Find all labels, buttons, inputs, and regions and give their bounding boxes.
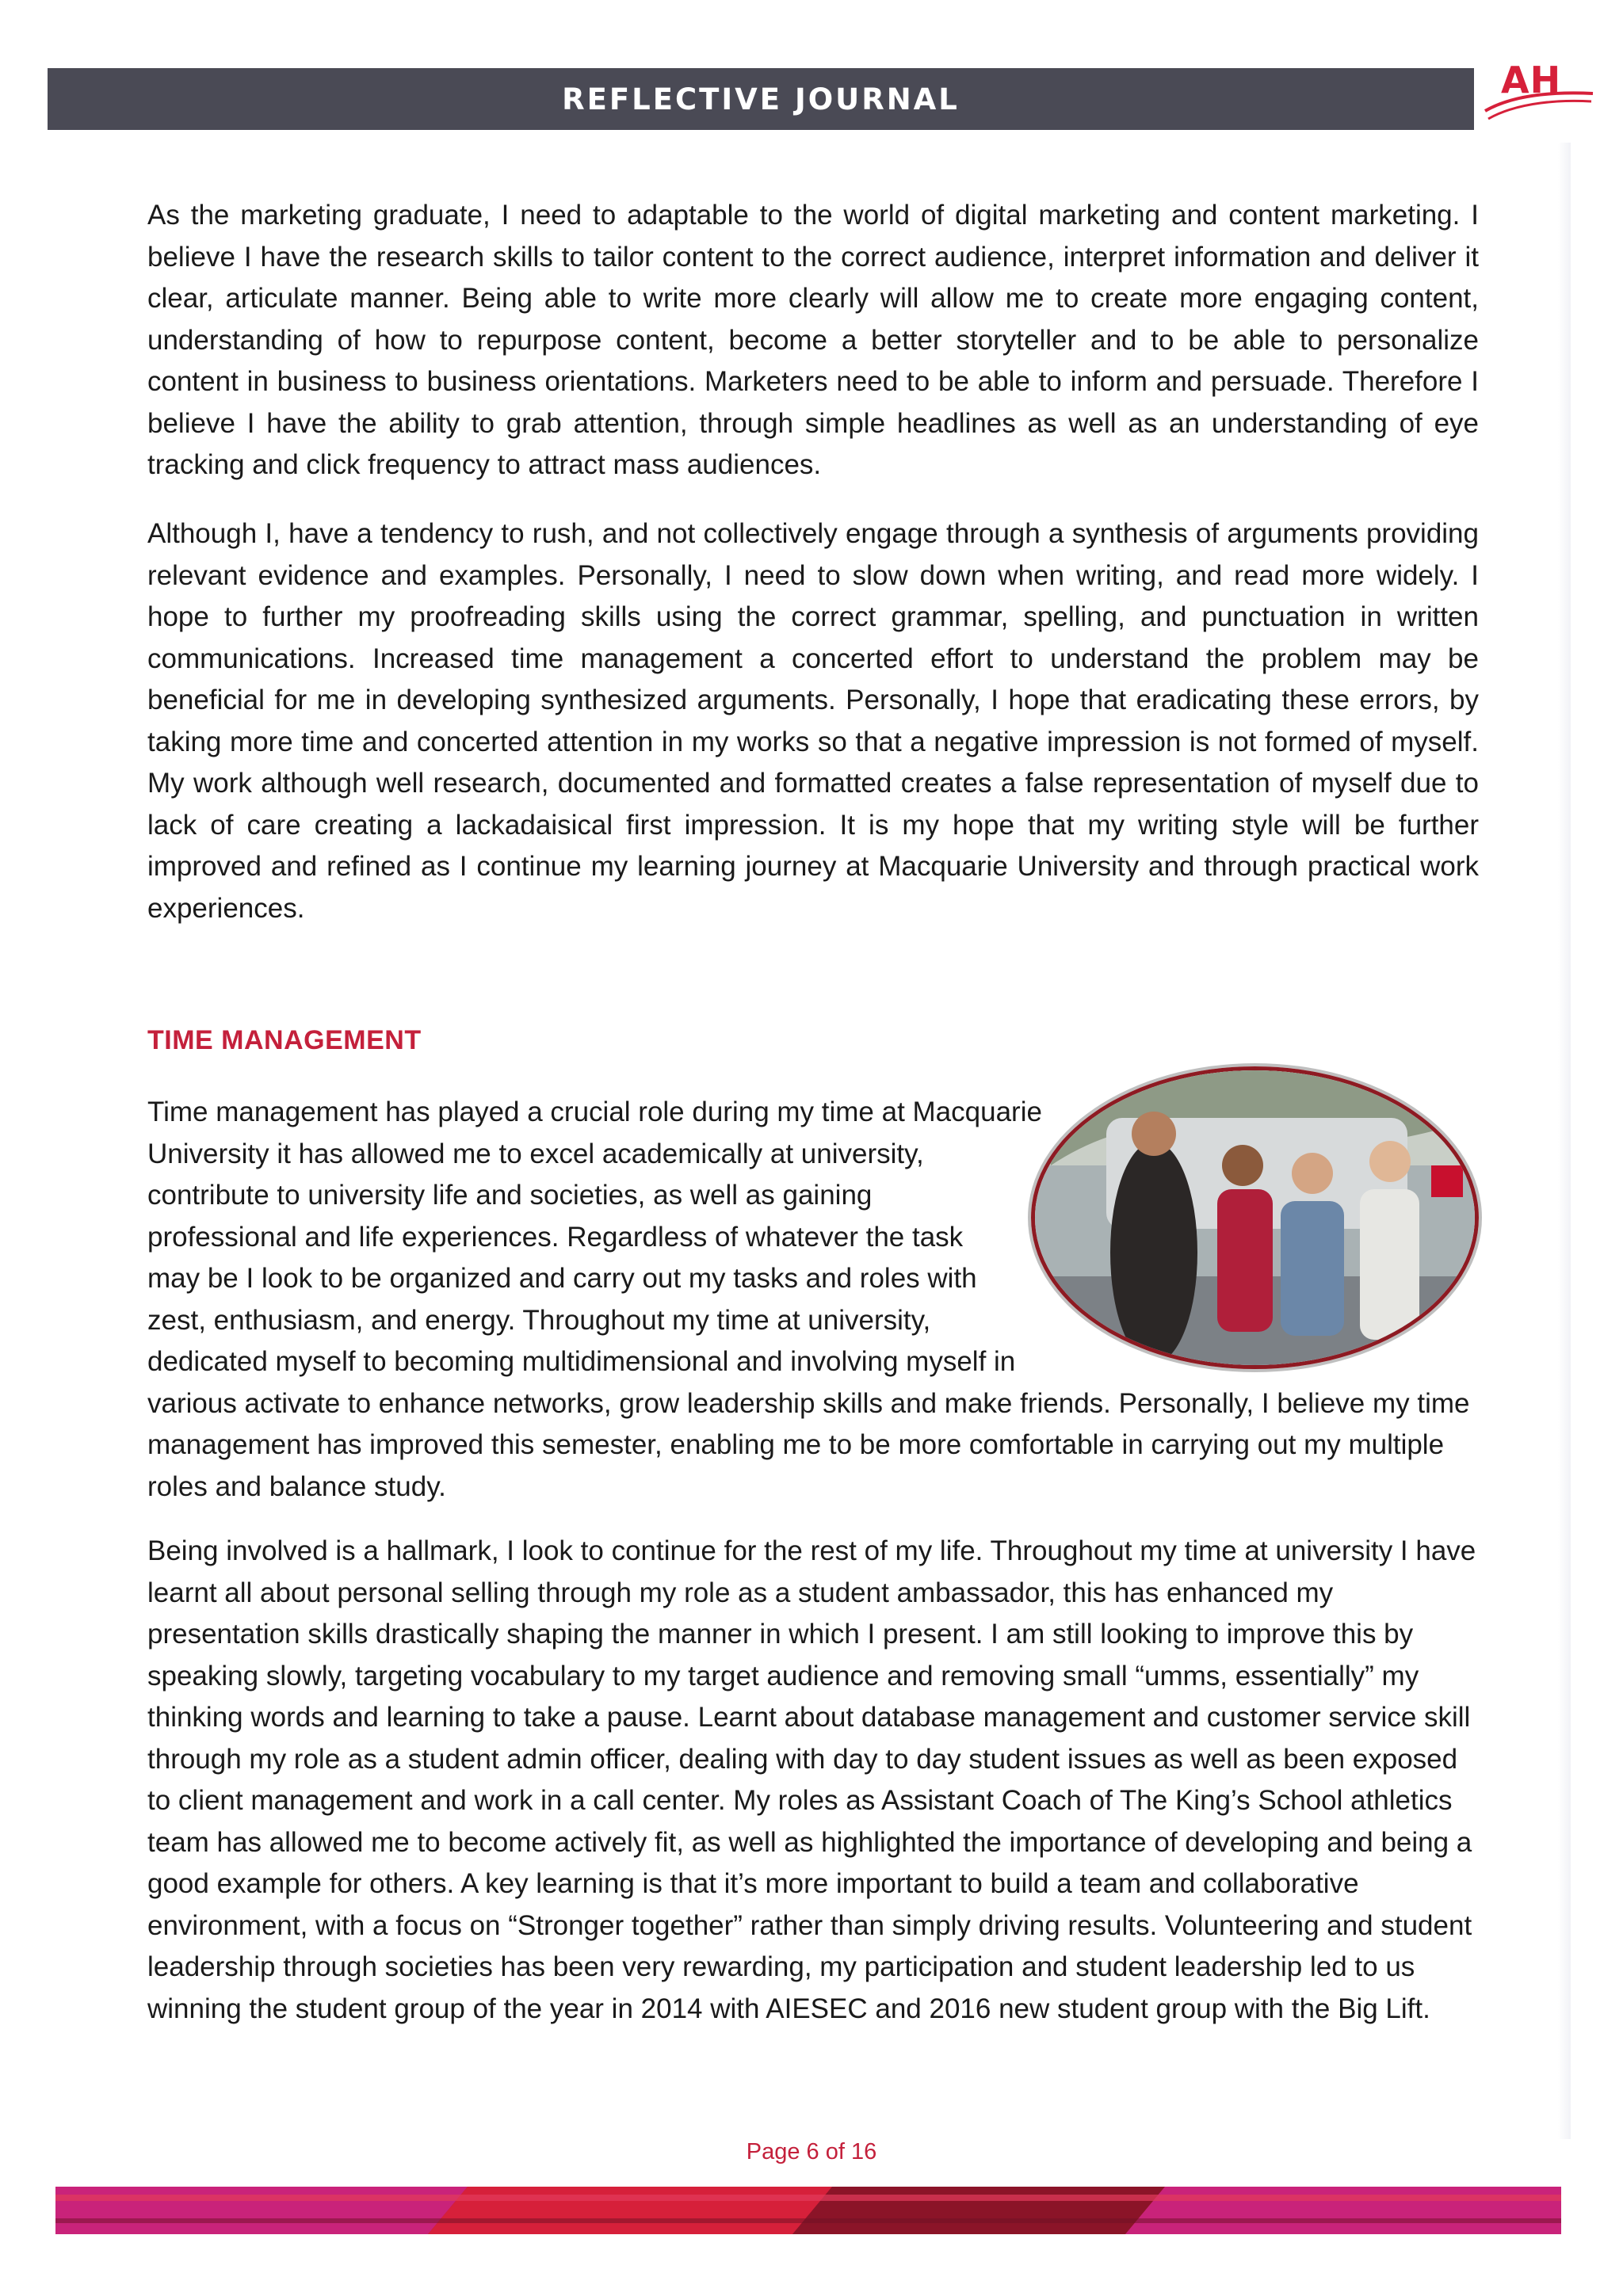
paragraph-involvement: Being involved is a hallmark, I look to continue for the rest of my life. Throughout my time at university I have learnt all about personal selling through my role as a student ambassador, this has enhanced my presentation skills drastically shaping the manner in which I present. I am still looking to improve this by speaking slowly, targeting vocabulary to my target audience and removing small “umms, essentially” my thinking words and learning to take a pause. Learnt about database management and customer service skill through my role as a student admin officer, dealing with day to day student issues as well as been exposed to client management and work in a call center. My roles as Assistant Coach of The King’s School athletics team has allowed me to become actively fit, as well as highlighted the importance of developing and being a good example for others. A key learning is that it’s more important to build a team and collaborative environment, with a focus on “Stronger together” rather than simply driving results. Volunteering and student leadership through societies has been very rewarding, my participation and student leadership led to us winning the student group of the year in 2014 with AIESEC and 2016 new student group with the Big Lift. (147, 1535, 1476, 2024)
page-number: Page 6 of 16 (746, 2139, 877, 2164)
footer-band (55, 2187, 1561, 2234)
paragraph-writing-skills: As the marketing graduate, I need to adaptable to the world of digital marketing and content marketing. I believe I have the research skills to tailor content to the correct audience, interpret information and deliver it clear, articulate manner. Being able to write more clearly will allow me to create more engaging content, understanding of how to repurpose content, become a better storyteller and to be able to personalize content in business to business orientations. Marketers need to be able to inform and persuade. Therefore I believe I have the ability to grab attention, through simple headlines as well as an understanding of eye tracking and click frequency to attract mass audiences. (147, 200, 1479, 480)
logo-swoosh-icon (1484, 87, 1594, 127)
student-group-photo (1031, 1066, 1479, 1369)
ah-logo (1484, 55, 1594, 127)
paragraph-areas-to-improve: Although I, have a tendency to rush, and not collectively engage through a synthesis of arguments providing relevant evidence and examples. Personally, I need to slow down when writing, and read more widely. I hope to further my proofreading skills using the correct grammar, spelling, and punctuation in written communications. Increased time management a concerted effort to understand the problem may be beneficial for me in developing synthesized arguments. Personally, I hope that eradicating these errors, by taking more time and concerted attention in my works so that a negative impression is not formed of myself. My work although well research, documented and formatted creates a false representation of myself due to lack of care creating a lackadaisical first impression. It is my hope that my writing style will be further improved and refined as I continue my learning journey at Macquarie University and through practical work experiences. (147, 518, 1479, 924)
section-heading-time-management: TIME MANAGEMENT (147, 1025, 422, 1055)
paragraph-time-management: Time management has played a crucial role during my time at Macquarie University it has allowed me to excel academically at university, contribute to university life and societies, as well as gaining professional and life experiences. Regardless of whatever the task may be I look to be organized and carry out my tasks and roles with zest, enthusiasm, and energy. Throughout my time at university, dedicated myself to becoming multidimensional and involving myself in various activate to enhance networks, grow leadership skills and make friends. Personally, I believe my time management has improved this semester, enabling me to be more comfortable in carrying out my multiple roles and balance study. (147, 1097, 1470, 1502)
logo-text: AH (1501, 59, 1562, 101)
time-management-block (147, 1092, 1479, 1508)
page-edge-shade (1558, 143, 1571, 2139)
header-bar (48, 68, 1474, 130)
photo-frame (1031, 1066, 1479, 1369)
document-title: REFLECTIVE JOURNAL (562, 82, 960, 116)
